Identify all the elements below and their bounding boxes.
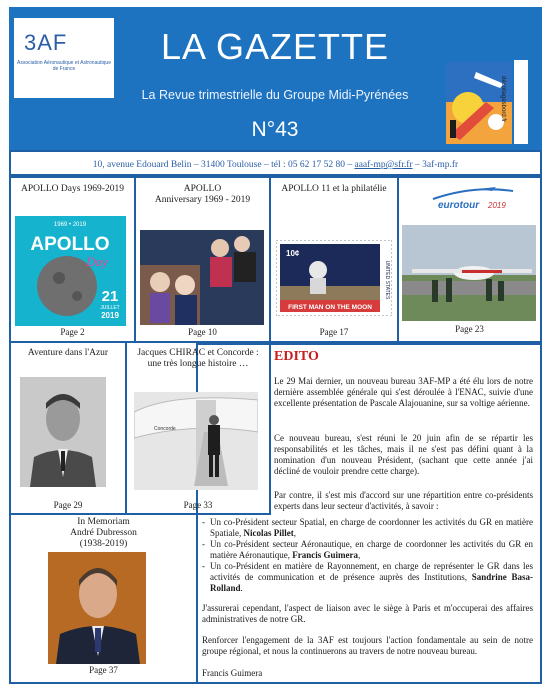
poster-year: 2019: [101, 311, 119, 320]
edito-copresident-list: [202, 517, 533, 594]
article-title-line: Jacques CHIRAC et Concorde :: [137, 348, 259, 358]
list-item-end: .: [240, 583, 243, 593]
article-title: APOLLO 11 et la philatélie: [281, 184, 387, 194]
list-item: [202, 517, 533, 539]
poster-subtitle: Day: [86, 254, 108, 269]
list-item-end: ,: [357, 550, 361, 560]
poster-title: APOLLO: [30, 234, 110, 255]
page-label: Page 2: [60, 327, 85, 337]
gazette-title: LA GAZETTE: [160, 26, 390, 67]
page-label: Page 33: [183, 500, 213, 510]
page-label: Page 23: [455, 324, 484, 334]
article-title-line: Anniversary 1969 - 2019: [154, 195, 251, 205]
apollo-day-poster: [15, 216, 126, 326]
website-text: – 3af-mp.fr: [414, 160, 459, 170]
edito-paragraph: J'assurerai cependant, l'aspect de liaison avec le siège à Paris et m'occuperai des affaires administratives de notre GR.: [202, 603, 533, 624]
article-title: [12, 517, 195, 550]
eurotour-logo: [428, 183, 518, 213]
list-item-name: Nicolas Pillet: [243, 528, 294, 538]
edito-signature: Francis Guimera: [202, 668, 263, 678]
poster-month: JUILLET: [100, 305, 120, 311]
eurotour-text: eurotour: [438, 200, 480, 211]
portrait-azur: [20, 377, 106, 487]
gazette-subtitle: La Revue trimestrielle du Groupe Midi-Pyrénées: [141, 88, 409, 102]
concorde-photo: [134, 392, 258, 490]
edito-paragraph: Renforcer l'engagement de la 3AF est toujours l'action fondamentale au sein de notre groupe régional, et nous la continuerons au travers de notre nouveau bureau.: [202, 635, 533, 656]
logo-subtitle: Association Aéronautique et Astronautique de France: [17, 60, 111, 72]
logo-text: 3AF: [24, 30, 68, 55]
article-title: [128, 348, 268, 370]
list-item-name: Sandrine Basa-Rolland: [210, 572, 533, 593]
edito-title: EDITO: [274, 349, 319, 364]
contact-bar: [9, 150, 542, 176]
page-label: Page 37: [89, 665, 118, 675]
address-text: 10, avenue Edouard Belin – 31400 Toulouse – tél : 05 62 17 52 80 –: [92, 160, 353, 170]
article-title-line: une très longue histoire …: [147, 359, 249, 369]
stamp-country: UNITED STATES: [384, 260, 390, 300]
issue-number: N°43: [251, 118, 299, 141]
poster-day: 21: [101, 288, 119, 305]
article-title: APOLLO Days 1969-2019: [21, 184, 124, 194]
list-item-end: ,: [293, 528, 296, 538]
list-item-text: Un co-Président en matière de Rayonnement, en charge de représenter le GR dans les activités de communication et de présence auprès des Institutions,: [210, 561, 533, 582]
stamp-caption: FIRST MAN ON THE MOON: [288, 304, 372, 311]
article-title-line: In Memoriam: [77, 517, 130, 527]
edito-paragraph: Le 29 Mai dernier, un nouveau bureau 3AF-MP a été élu lors de notre dernière assemblée générale qui s'est déroulée à l'ENAC, suivie d'une excellente présentation de Pascale Alajouanine, sur sa voltige aérienne.: [274, 376, 533, 408]
list-item: [202, 539, 533, 561]
portrait-dubresson: [48, 552, 146, 664]
article-title-line: (1938-2019): [79, 539, 128, 549]
article-title: [137, 184, 268, 206]
list-item: [202, 561, 533, 594]
list-item-name: Francis Guimera: [292, 550, 358, 560]
list-item-text: Un co-Président secteur Aéronautique, en charge de coordonner les activités du GR en matière Aéronautique,: [210, 539, 533, 560]
anniversary-photo: [140, 230, 264, 325]
edito-paragraph: Ce nouveau bureau, s'est réuni le 20 juin afin de se répartir les responsabilités et les tâches, mais il ne s'est pas défini quant à la nomination d'un nouveau Président, (sachant que cette année j'ai décliné de vouloir prendre cette charge).: [274, 433, 533, 476]
article-title-line: André Dubresson: [70, 528, 137, 538]
eurotour-photo: [402, 225, 536, 321]
page-label: Page 29: [53, 500, 83, 510]
promo-side-label: [500, 60, 528, 144]
page-label: Page 10: [188, 327, 217, 337]
list-item-text: Un co-Président secteur Spatial, en charge de coordonner les activités du GR en matière Spatiale,: [210, 517, 533, 538]
promo-side-text: décollagesbord.fr: [500, 75, 507, 123]
email-link[interactable]: aaaf-mp@sfr.fr: [354, 160, 413, 170]
moon-stamp: [276, 240, 392, 316]
article-title-line: APOLLO: [183, 184, 222, 194]
article-title: Aventure dans l'Azur: [27, 348, 109, 358]
concorde-label: Concorde: [154, 426, 176, 432]
stamp-value: 10¢: [286, 249, 300, 258]
eurotour-year: 2019: [488, 201, 506, 210]
edito-paragraph: Par contre, il s'est mis d'accord sur une répartition entre co-présidents experts dans leur secteur d'activités, à savoir :: [274, 490, 533, 511]
page-label: Page 17: [319, 327, 349, 337]
poster-years: 1969 • 2019: [53, 222, 87, 228]
